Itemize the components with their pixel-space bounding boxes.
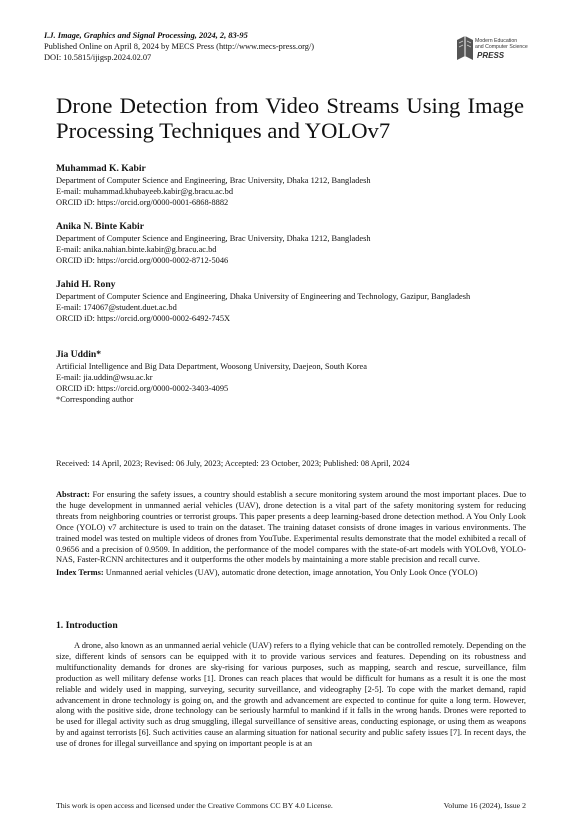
section-heading: 1. Introduction: [56, 620, 118, 631]
author-name: Jia Uddin*: [56, 349, 102, 360]
author-email: E-mail: muhammad.khubayeeb.kabir@g.bracu.ac.bd: [56, 187, 234, 196]
author-email: E-mail: anika.nahian.binte.kabir@g.bracu.ac.bd: [56, 245, 217, 254]
author-email: E-mail: 174067@student.duet.ac.bd: [56, 303, 177, 312]
journal-title-line: I.J. Image, Graphics and Signal Processing, 2024, 2, 83-95: [44, 31, 248, 40]
logo-line-1: Modern Education: [475, 38, 518, 44]
license-text: This work is open access and licensed under the Creative Commons CC BY 4.0 License.: [56, 801, 333, 810]
journal-header: [44, 30, 314, 63]
author-orcid: ORCID iD: https://orcid.org/0000-0001-6868-8882: [56, 198, 229, 207]
author-orcid: ORCID iD: https://orcid.org/0000-0002-8712-5046: [56, 256, 229, 265]
logo-press: PRESS: [477, 51, 505, 60]
author-block-4: [56, 348, 526, 405]
index-terms-label: Index Terms:: [56, 568, 104, 577]
corresponding-note: *Corresponding author: [56, 395, 134, 404]
received-dates: Received: 14 April, 2023; Revised: 06 July, 2023; Accepted: 23 October, 2023; Published: 08 April, 2024: [56, 459, 410, 468]
author-orcid: ORCID iD: https://orcid.org/0000-0002-3403-4095: [56, 384, 229, 393]
book-logo-icon: [455, 34, 475, 62]
author-affiliation: Department of Computer Science and Engineering, Brac University, Dhaka 1212, Bangladesh: [56, 234, 371, 243]
author-orcid: ORCID iD: https://orcid.org/0000-0002-6492-745X: [56, 314, 231, 323]
publisher-logo: [455, 30, 537, 72]
logo-text: [475, 38, 528, 50]
author-block-2: [56, 220, 526, 266]
volume-text: Volume 16 (2024), Issue 2: [443, 801, 526, 810]
author-email: E-mail: jia.uddin@wsu.ac.kr: [56, 373, 153, 382]
author-block-3: [56, 278, 526, 324]
introduction-paragraph: A drone, also known as an unmanned aerial vehicle (UAV) refers to a flying vehicle that can be controlled remotely. Depending on the size, different kinds of sensors can be equipped with it to provide various services and features. Depending on its robustness and multifunctionality demands for drones are sky-rising for various purposes, such as mapping, search and rescue, surveillance, film production as well military defense works [1]. Drones can reach places that would be difficult for humans as a result it is one the most reliable and widely used in mapping, surveying, security surveillance, and videography [2-5]. To cope with the market demand, rapid advancement in drone technology is going on, and the growth and advancement are expected to continue for quite a long term. However, along with the positive side, drone technology can be seriously harmful to mankind if it falls in the wrong hands. Drones were reported to be used for illegal activity such as drug smuggling, illegal surveillance of sensitive areas, conducting espionage, or using them as weapons by and against terrorists [6]. Such activities cause an alarming situation for national security and public safety issues [7]. In recent days, the use of drones for illegal surveillance and spying on important people is at an: [56, 641, 526, 749]
paper-title: Drone Detection from Video Streams Using Image Processing Techniques and YOLOv7: [56, 93, 524, 143]
abstract-text: For ensuring the safety issues, a country should establish a secure monitoring system around the most important places. Due to the huge development in unmanned aerial vehicles (UAV), drone detection is a vital part of the safety monitoring system for reducing threats from neighboring countries or terrorist groups. This paper presents a deep learning-based drone detection method. A You Only Look Once (YOLO) v7 architecture is used to train on the dataset. The training dataset consists of drone images in various environments. The trained model was tested on multiple videos of drones from YouTube. Experimental results demonstrate that the model exhibited a recall of 0.9656 and a precision of 0.9509. In addition, the performance of the model compares with the state-of-art models with YOLOv8, YOLO-NAS, Faster-RCNN architectures and it outperforms the other models by maintaining a more stable precision and recall curve.: [56, 490, 527, 565]
published-line: Published Online on April 8, 2024 by MECS Press (http://www.mecs-press.org/): [44, 42, 315, 51]
abstract-label: Abstract:: [56, 490, 90, 499]
abstract: [56, 490, 526, 566]
index-terms-text: Unmanned aerial vehicles (UAV), automatic drone detection, image annotation, You Only Look Once (YOLO): [105, 568, 478, 577]
author-affiliation: Department of Computer Science and Engineering, Brac University, Dhaka 1212, Bangladesh: [56, 176, 371, 185]
page-footer: [56, 801, 526, 810]
author-block-1: [56, 162, 526, 208]
doi-line: DOI: 10.5815/ijigsp.2024.02.07: [44, 53, 152, 62]
author-name: Anika N. Binte Kabir: [56, 221, 144, 232]
index-terms: [56, 568, 526, 579]
logo-line-2: and Computer Science: [475, 44, 528, 50]
author-affiliation: Artificial Intelligence and Big Data Department, Woosong University, Daejeon, South Korea: [56, 362, 367, 371]
author-name: Muhammad K. Kabir: [56, 163, 146, 174]
author-name: Jahid H. Rony: [56, 279, 116, 290]
author-affiliation: Department of Computer Science and Engineering, Dhaka University of Engineering and Technology, Gazipur, Bangladesh: [56, 292, 471, 301]
